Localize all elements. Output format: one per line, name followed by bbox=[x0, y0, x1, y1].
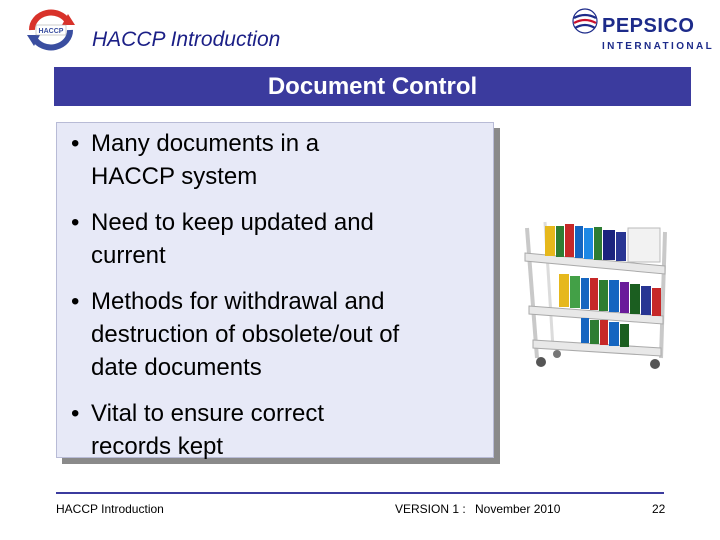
bullet-line: destruction of obsolete/out of bbox=[91, 321, 400, 348]
haccp-logo-text: HACCP bbox=[38, 28, 64, 35]
bullet-item bbox=[71, 127, 491, 193]
footer-version: VERSION 1 : bbox=[395, 502, 466, 516]
book-cart-icon bbox=[515, 208, 675, 378]
bullet-line: Need to keep updated and bbox=[91, 209, 374, 236]
footer-divider bbox=[56, 492, 664, 494]
bullet-dot-icon: • bbox=[71, 400, 80, 427]
bullet-line: HACCP system bbox=[91, 163, 258, 190]
bullet-dot-icon: • bbox=[71, 130, 80, 157]
bullet-dot-icon: • bbox=[71, 288, 80, 315]
bullet-dot-icon: • bbox=[71, 209, 80, 236]
footer-title: HACCP Introduction bbox=[56, 502, 164, 516]
bullet-line: date documents bbox=[91, 354, 262, 381]
pepsico-subtitle: INTERNATIONAL bbox=[602, 41, 715, 52]
pepsico-logo bbox=[572, 8, 715, 58]
bullet-line: current bbox=[91, 242, 166, 269]
footer-date: November 2010 bbox=[475, 502, 561, 516]
bullet-list bbox=[71, 127, 491, 476]
page-number: 22 bbox=[652, 502, 666, 516]
bullet-item bbox=[71, 285, 491, 384]
bullet-line: Many documents in a bbox=[91, 130, 320, 157]
bullet-line: Methods for withdrawal and bbox=[91, 288, 385, 315]
bullet-item bbox=[71, 206, 491, 272]
haccp-logo bbox=[24, 8, 78, 52]
content-box bbox=[56, 122, 494, 458]
bullet-item bbox=[71, 397, 491, 463]
bullet-line: Vital to ensure correct bbox=[91, 400, 325, 427]
header-title: HACCP Introduction bbox=[92, 28, 281, 51]
pepsico-globe-icon bbox=[572, 8, 598, 34]
slide-title-bar bbox=[54, 67, 691, 106]
pepsico-name: PEPSICO bbox=[602, 15, 695, 37]
bullet-line: records kept bbox=[91, 433, 224, 460]
slide-title: Document Control bbox=[267, 73, 478, 100]
